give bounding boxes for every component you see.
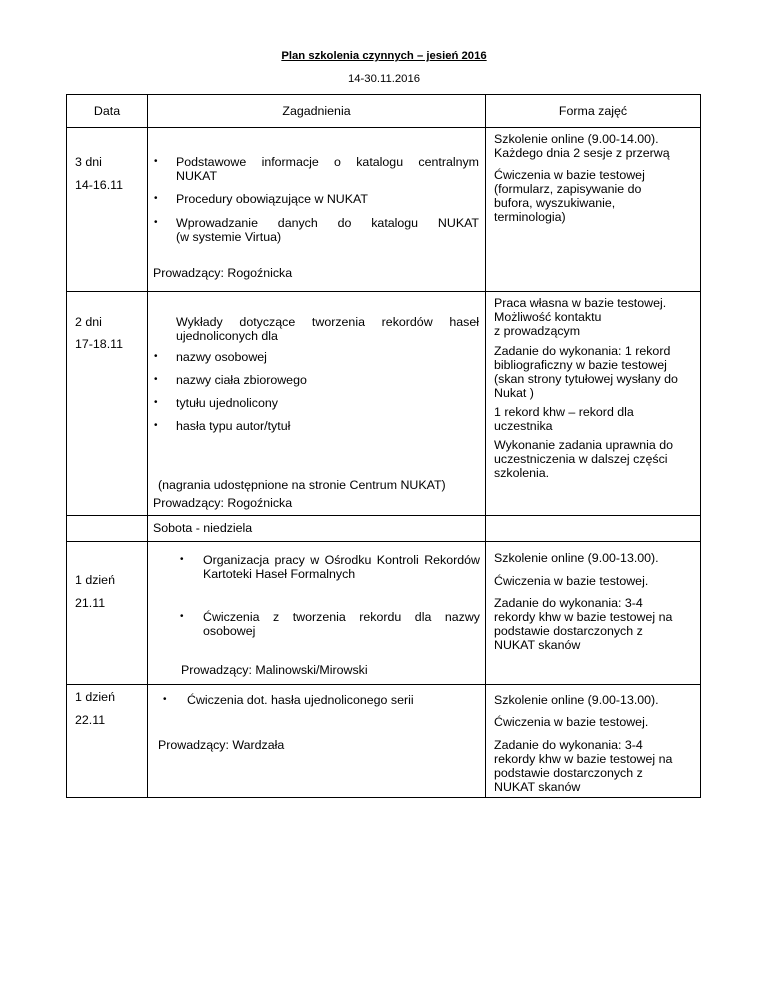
form-line: NUKAT skanów	[494, 780, 581, 794]
form-line: Zadanie do wykonania: 1 rekord	[494, 344, 671, 358]
form-line: Szkolenie online (9.00-13.00).	[494, 551, 659, 565]
row-days: 1 dzień	[75, 690, 115, 704]
form-line: Wykonanie zadania uprawnia do	[494, 438, 673, 452]
table-border-right	[700, 94, 701, 798]
form-line: Szkolenie online (9.00-13.00).	[494, 693, 659, 707]
form-line: Możliwość kontaktu	[494, 310, 602, 324]
topic-item: Wprowadzanie danych do katalogu NUKAT	[176, 216, 479, 230]
form-line: Szkolenie online (9.00-14.00).	[494, 132, 659, 146]
form-line: bibliograficzny w bazie testowej	[494, 358, 667, 372]
header-form: Forma zajęć	[558, 104, 628, 118]
topic-item-continued: NUKAT	[176, 169, 218, 183]
form-line: Każdego dnia 2 sesje z przerwą	[494, 146, 670, 160]
topic-item: nazwy osobowej	[176, 350, 267, 364]
topic-item: Procedury obowiązujące w NUKAT	[176, 192, 368, 206]
header-topics: Zagadnienia	[282, 104, 351, 118]
form-line: (skan strony tytułowej wysłany do	[494, 372, 678, 386]
bullet-icon: •	[154, 397, 158, 408]
form-line: Ćwiczenia w bazie testowej.	[494, 715, 649, 729]
row-days: 3 dni	[75, 155, 102, 169]
form-line: z prowadzącym	[494, 324, 581, 338]
row-divider	[66, 127, 700, 128]
table-border-top	[66, 94, 700, 95]
row-days: 1 dzień	[75, 573, 115, 587]
topic-item-continued: Kartoteki Haseł Formalnych	[203, 567, 356, 581]
bullet-icon: •	[154, 420, 158, 431]
bullet-icon: •	[154, 351, 158, 362]
table-border-left	[66, 94, 67, 798]
header-data: Data	[93, 104, 121, 118]
topic-item-continued: osobowej	[203, 624, 256, 638]
topic-item: hasła typu autor/tytuł	[176, 419, 291, 433]
recording-note: (nagrania udostępnione na stronie Centrum NUKAT)	[158, 478, 446, 492]
form-line: Zadanie do wykonania: 3-4	[494, 738, 643, 752]
form-line: uczestniczenia w dalszej części	[494, 452, 668, 466]
topic-item: tytułu ujednolicony	[176, 396, 278, 410]
bullet-icon: •	[154, 374, 158, 385]
row-leader: Prowadzący: Rogoźnicka	[153, 266, 293, 280]
bullet-icon: •	[154, 217, 158, 228]
row-leader: Prowadzący: Wardzała	[158, 738, 285, 752]
date-range: 14-30.11.2016	[347, 73, 421, 85]
form-line: bufora, wyszukiwanie,	[494, 196, 616, 210]
column-divider	[485, 94, 486, 798]
topic-item: Ćwiczenia z tworzenia rekordu dla nazwy	[203, 610, 480, 624]
form-line: NUKAT skanów	[494, 638, 581, 652]
form-line: Praca własna w bazie testowej.	[494, 296, 667, 310]
weekend-label: Sobota - niedziela	[153, 521, 253, 535]
topic-item: nazwy ciała zbiorowego	[176, 373, 307, 387]
row-dates: 14-16.11	[75, 178, 123, 192]
form-line: 1 rekord khw – rekord dla	[494, 405, 634, 419]
topic-item: Organizacja pracy w Ośrodku Kontroli Rekordów	[203, 553, 480, 567]
row-days: 2 dni	[75, 315, 102, 329]
table-border-bottom	[66, 797, 700, 798]
bullet-icon: •	[180, 611, 184, 622]
column-divider	[147, 94, 148, 798]
row-dates: 17-18.11	[75, 337, 123, 351]
page-title: Plan szkolenia czynnych – jesień 2016	[281, 50, 487, 62]
row-leader: Prowadzący: Rogoźnicka	[153, 496, 293, 510]
form-line: rekordy khw w bazie testowej na	[494, 610, 673, 624]
row-leader: Prowadzący: Malinowski/Mirowski	[181, 663, 368, 677]
form-line: (formularz, zapisywanie do	[494, 182, 642, 196]
row-divider	[66, 684, 700, 685]
form-line: podstawie dostarczonych z	[494, 624, 643, 638]
topic-intro-continued: ujednoliconych dla	[176, 329, 278, 343]
row-divider	[66, 541, 700, 542]
topic-item-continued: (w systemie Virtua)	[176, 230, 282, 244]
row-dates: 22.11	[75, 713, 106, 727]
form-line: Ćwiczenia w bazie testowej	[494, 168, 645, 182]
bullet-icon: •	[154, 156, 158, 167]
topic-intro: Wykłady dotyczące tworzenia rekordów haseł	[176, 315, 479, 329]
topic-item: Ćwiczenia dot. hasła ujednoliconego serii	[187, 693, 414, 707]
form-line: Zadanie do wykonania: 3-4	[494, 596, 643, 610]
bullet-icon: •	[180, 554, 184, 565]
form-line: szkolenia.	[494, 466, 550, 480]
row-divider	[66, 291, 700, 292]
form-line: rekordy khw w bazie testowej na	[494, 752, 673, 766]
bullet-icon: •	[154, 193, 158, 204]
row-divider	[66, 515, 700, 516]
form-line: Nukat )	[494, 386, 534, 400]
bullet-icon: •	[163, 694, 167, 705]
row-dates: 21.11	[75, 596, 106, 610]
form-line: uczestnika	[494, 419, 553, 433]
form-line: Ćwiczenia w bazie testowej.	[494, 574, 649, 588]
form-line: podstawie dostarczonych z	[494, 766, 643, 780]
topic-item: Podstawowe informacje o katalogu centralnym	[176, 155, 479, 169]
form-line: terminologia)	[494, 210, 566, 224]
